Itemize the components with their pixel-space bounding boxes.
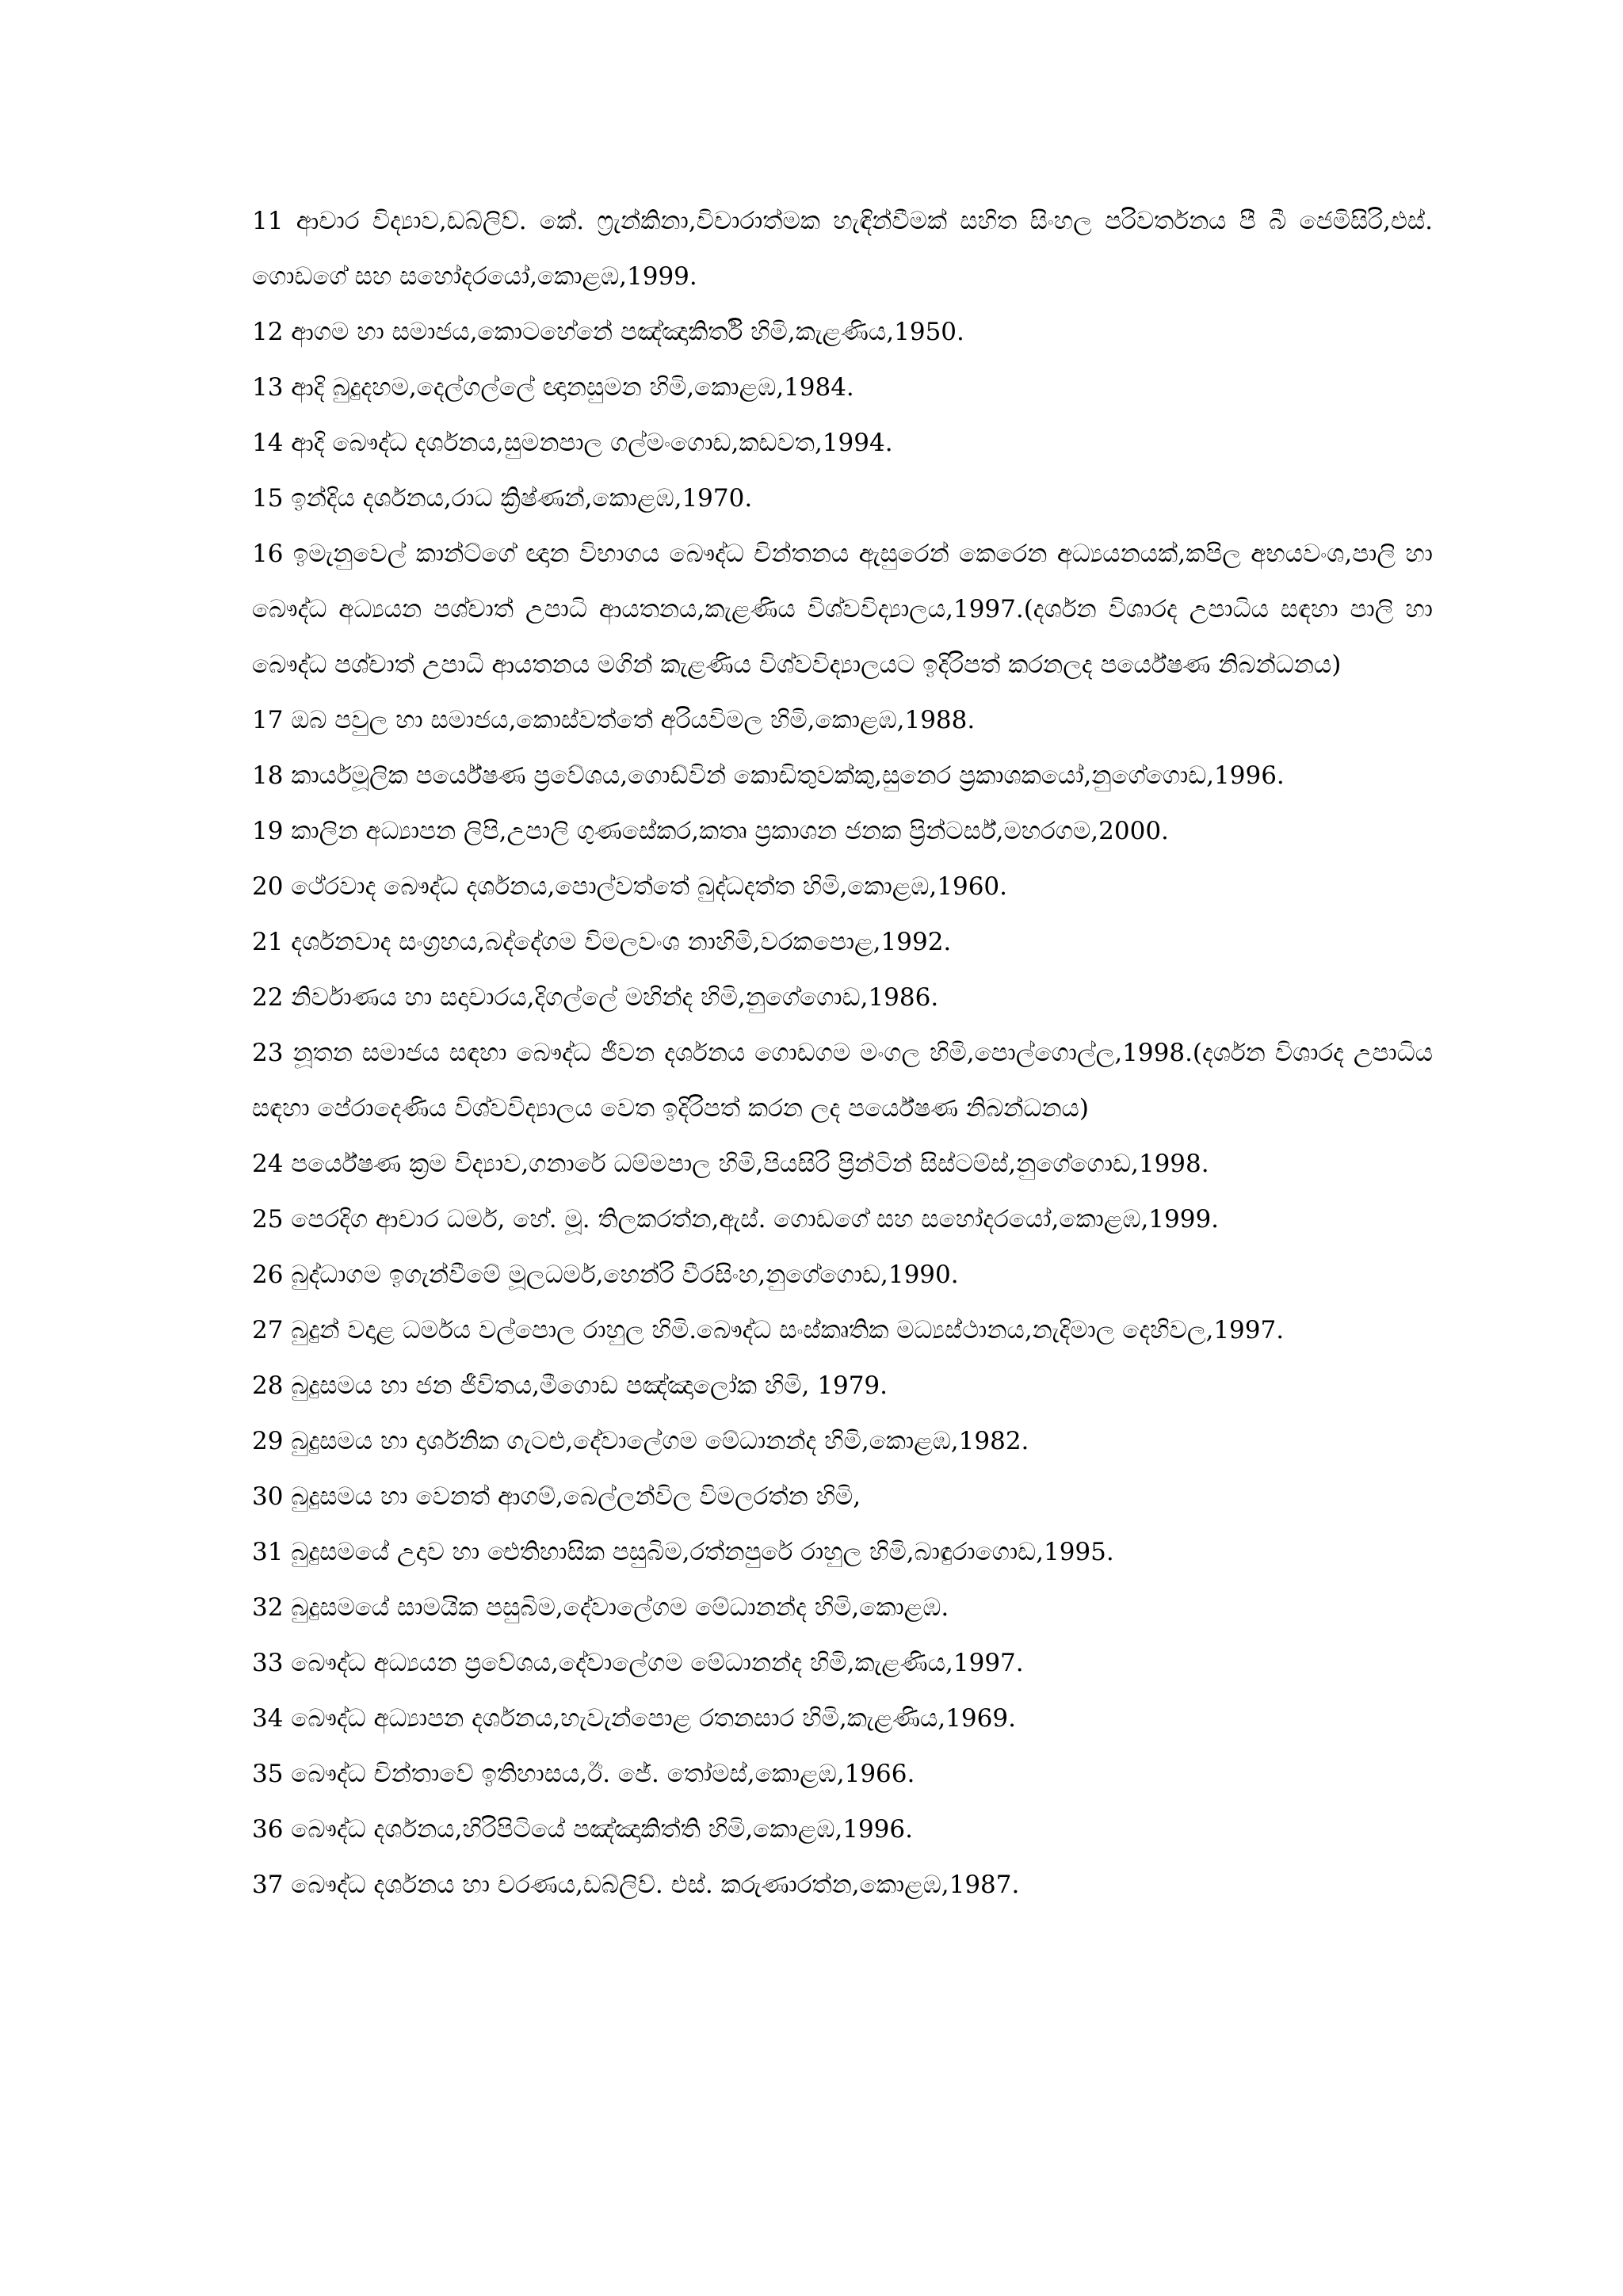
bibliography-entry: 16 ඉමැනුවෙල් කාන්ට්ගේ ඥාන විභාගය බෞද්ධ චින්තනය ඇසුරෙන් කෙරෙන අධ්‍යයනයක්,කපිල අභයවංශ,පාලි හා බෞද්ධ අධ්‍යයන පශ්චාත් උපාධි ආයතනය,කැළණිය විශ්වවිද්‍යාලය,1997.(දර්ශන විශාරද උපාධිය සඳහා පාලි හා බෞද්ධ පශ්චාත් උපාධි ආයතනය මගින් කැළණිය විශ්වවිද්‍යාලයට ඉදිරිපත් කරනලද පර්යේෂණ නිබන්ධනය) <box>252 540 1433 679</box>
bibliography-list <box>252 193 1433 1913</box>
bibliography-entry: 13 ආදි බුදුදහම,දෙල්ගල්ලේ ඥානසුමන හිමි,කොළඹ,1984. <box>252 373 854 402</box>
bibliography-entry: 24 පර්යේෂණ ක්‍රම විද්‍යාව,ගනාරේ ධම්මපාල හිමි,පියසිරි ප්‍රින්ටින් සිස්ටම්ස්,නුගේගොඩ,1998. <box>252 1150 1209 1178</box>
bibliography-entry: 19 කාලින අධ්‍යාපන ලිපි,උපාලි ගුණසේකර,කතෘ ප්‍රකාශන ජනක ප්‍රින්ටර්ස්,මහරගම,2000. <box>252 817 1169 845</box>
bibliography-entry: 36 බෞද්ධ දර්ශනය,හිරිපිටියේ පඤ්ඤාකිත්ති හිමි,කොළඹ,1996. <box>252 1815 913 1844</box>
bibliography-entry: 21 දර්ශනවාද සංග්‍රහය,බද්දේගම විමලවංශ නාහිමි,වරකපොළ,1992. <box>252 928 952 956</box>
bibliography-entry: 15 ඉන්දිය දර්ශනය,රාධ ක්‍රිෂ්ණන්,කොළඹ,1970. <box>252 484 753 513</box>
bibliography-entry: 27 බුදුන් වදාළ ධර්මය වල්පොල රාහුල හිමි.බෞද්ධ සංස්කෘතික මධ්‍යස්ථානය,නැදිමාල දෙහිවල,1997. <box>252 1316 1285 1344</box>
bibliography-entry: 31 බුදුසමයේ උදාව හා ඓතිහාසික පසුබිම,රත්නපුරේ රාහුල හිමි,බාඳුරාගොඩ,1995. <box>252 1538 1114 1566</box>
bibliography-entry: 18 කාර්යමූලික පර්යේෂණ ප්‍රවේශය,ගොඩ්වින් කොඩිතුවක්කු,සුනෙර ප්‍රකාශකයෝ,නුගේගොඩ,1996. <box>252 761 1285 790</box>
bibliography-entry: 35 බෞද්ධ චින්තාවේ ඉතිහාසය,ඊ. ජේ. තෝමස්,කොළඹ,1966. <box>252 1760 915 1788</box>
bibliography-entry: 29 බුදුසමය හා දාර්ශනික ගැටළු,දේවාලේගම මේධානන්ද හිමි,කොළඹ,1982. <box>252 1427 1029 1455</box>
bibliography-entry: 26 බුද්ධාගම ඉගැන්වීමේ මූලධර්ම,හෙන්රි වීරසිංහ,නුගේගොඩ,1990. <box>252 1261 959 1289</box>
bibliography-entry: 23 නූතන සමාජය සඳහා බෞද්ධ ජීවන දර්ශනය ගොඩගම මංගල හිමි,පොල්ගොල්ල,1998.(දර්ශන විශාරද උපාධිය සඳහා පේරාදෙණිය විශ්වවිද්‍යාලය වෙත ඉදිරිපත් කරන ලද පර්යේෂණ නිබන්ධනය) <box>252 1039 1433 1123</box>
bibliography-entry: 22 නිර්වාණය හා සදාචාරය,දිගල්ලේ මහින්ද හිමි,නුගේගොඩ,1986. <box>252 983 939 1012</box>
bibliography-entry: 17 ඔබ පවුල හා සමාජය,කොස්වත්තේ අරියවිමල හිමි,කොළඹ,1988. <box>252 706 976 734</box>
bibliography-entry: 34 බෞද්ධ අධ්‍යාපන දර්ශනය,හැවැන්පොළ රතනසාර හිමි,කැළණිය,1969. <box>252 1704 1016 1733</box>
bibliography-entry: 25 පෙරදිග ආචාර ධර්ම, හේ. මූ. තිලකරත්න,ඇස්. ගොඩගේ සහ සහෝදරයෝ,කොළඹ,1999. <box>252 1205 1220 1234</box>
bibliography-entry: 28 බුදුසමය හා ජන ජීවිතය,මීගොඩ පඤ්ඤාලෝක හිමි, 1979. <box>252 1371 888 1400</box>
bibliography-entry: 30 බුදුසමය හා වෙනත් ආගම්,බෙල්ලන්විල විමලරත්න හිමි, <box>252 1482 861 1511</box>
bibliography-entry: 32 බුදුසමයේ සාමයික පසුබිම,දේවාලේගම මේධානන්ද හිමි,කොළඹ. <box>252 1593 949 1622</box>
bibliography-entry: 20 ථේරවාද බෞද්ධ දර්ශනය,පොල්වත්තේ බුද්ධදත්ත හිමි,කොළඹ,1960. <box>252 872 1008 901</box>
bibliography-entry: 33 බෞද්ධ අධ්‍යයන ප්‍රවේශය,දේවාලේගම මේධානන්ද හිමි,කැළණිය,1997. <box>252 1649 1024 1677</box>
bibliography-entry: 37 බෞද්ධ දර්ශනය හා චරණය,ඩබ්ලිව්. එස්. කරුණාරත්න,කොළඹ,1987. <box>252 1871 1020 1899</box>
bibliography-entry: 14 ආදි බෞද්ධ දර්ශනය,සුමනපාල ගල්මංගොඩ,කඩවත,1994. <box>252 429 893 457</box>
bibliography-entry: 11 ආචාර විද්‍යාව,ඩබ්ලිව්. කේ. ෆ්‍රැන්කිනා,විචාරාත්මක හැඳින්වීමක් සහිත සිංහල පරිවර්තනය පී බී ජෙමිසිරි,එස්. ගොඩගේ සහ සහෝදරයෝ,කොළඹ,1999. <box>252 207 1433 291</box>
bibliography-entry: 12 ආගම හා සමාජය,කොටහේනේ පඤ්ඤාකිර්ති හිමි,කැළණිය,1950. <box>252 318 964 346</box>
